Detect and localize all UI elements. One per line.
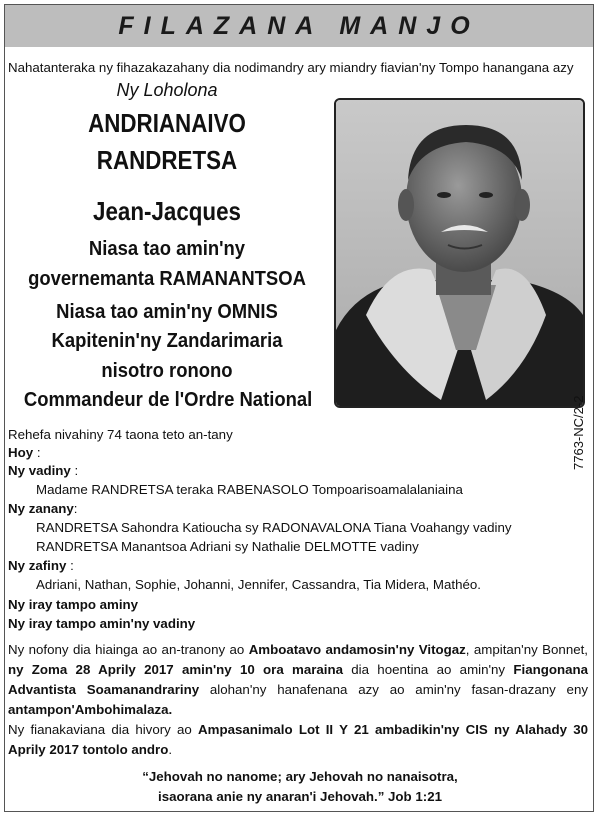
zanany-entry: RANDRETSA Sahondra Katioucha sy RADONAVALONA Tiana Voahangy vadiny [36, 520, 512, 535]
bible-quote-line2: isaorana anie ny anaran'i Jehovah.” Job 1:21 [158, 789, 442, 804]
vady-colon: : [70, 463, 79, 478]
notice-header [5, 5, 593, 47]
role-line: governemanta RAMANANTSOA [28, 267, 306, 290]
zanany-line [8, 501, 77, 516]
role-line: Niasa tao amin'ny OMNIS [56, 300, 278, 323]
role-line: Commandeur de l'Ordre National [23, 388, 313, 411]
funeral-text: alohan'ny hanafenana azy ao amin'ny fasan-drazany eny [199, 682, 588, 697]
age-line: Rehefa nivahiny 74 taona teto an-tany [8, 427, 233, 442]
funeral-text: Ny nofony dia hiainga ao an-tranony ao [8, 642, 249, 657]
gathering-text: . [168, 742, 173, 757]
funeral-church: Fiangonana Advantista Soamanandrariny [8, 662, 588, 697]
deceased-surname: ANDRIANAIVO [88, 108, 246, 138]
reference-code: 7763-NC/2-2 [571, 395, 586, 470]
funeral-paragraph [8, 640, 588, 720]
funeral-text: dia hoentina ao amin'ny [343, 662, 514, 677]
zanany-label: Ny zanany [8, 501, 74, 516]
gathering-text: Ny fianakaviana dia hivory ao [8, 722, 199, 737]
vady-label: Ny vadiny [8, 463, 71, 478]
hoy-label: Hoy [8, 445, 34, 460]
funeral-text: , ampitan'ny Bonnet, [465, 642, 588, 657]
deceased-firstname: Jean-Jacques [93, 196, 241, 226]
subtitle: Ny Loholona [116, 80, 218, 100]
gathering-paragraph [8, 720, 588, 760]
hoy-line [8, 445, 41, 460]
zanany-colon: : [73, 501, 78, 516]
bible-quote-line1: “Jehovah no nanome; ary Jehovah no nanaisotra, [142, 769, 458, 784]
portrait-photo [334, 98, 585, 408]
zafiny-line [8, 558, 74, 573]
zanany-entry: RANDRETSA Manantsoa Adriani sy Nathalie DELMOTTE vadiny [36, 539, 419, 554]
funeral-burial-place: antampon'Ambohimalaza. [8, 702, 173, 717]
hoy-colon: : [33, 445, 41, 460]
iray-tampo-vady: Ny iray tampo amin'ny vadiny [8, 616, 196, 631]
iray-tampo: Ny iray tampo aminy [8, 597, 139, 612]
role-line: nisotro ronono [101, 359, 233, 382]
funeral-location: Amboatavo andamosin'ny Vitogaz [248, 642, 466, 657]
role-line: Niasa tao amin'ny [88, 237, 246, 260]
zafiny-colon: : [66, 558, 74, 573]
role-line: Kapitenin'ny Zandarimaria [51, 329, 283, 352]
header-title: FILAZANA MANJO [118, 11, 480, 40]
funeral-date: ny Zoma 28 Aprily 2017 amin'ny 10 ora maraina [8, 662, 343, 677]
vady-line [8, 463, 78, 478]
gathering-details: Ampasanimalo Lot II Y 21 ambadikin'ny CIS ny Alahady 30 Aprily 2017 tontolo andro [8, 722, 588, 757]
intro-text: Nahatanteraka ny fihazakazahany dia nodimandry ary miandry fiavian'ny Tompo hanangana azy [8, 60, 574, 75]
zafiny-list: Adriani, Nathan, Sophie, Johanni, Jennifer, Cassandra, Tia Midera, Mathéo. [36, 577, 481, 592]
deceased-name-2: RANDRETSA [96, 145, 238, 175]
zafiny-label: Ny zafiny [8, 558, 67, 573]
vady-entry: Madame RANDRETSA teraka RABENASOLO Tompoarisoamalalaniaina [36, 482, 463, 497]
